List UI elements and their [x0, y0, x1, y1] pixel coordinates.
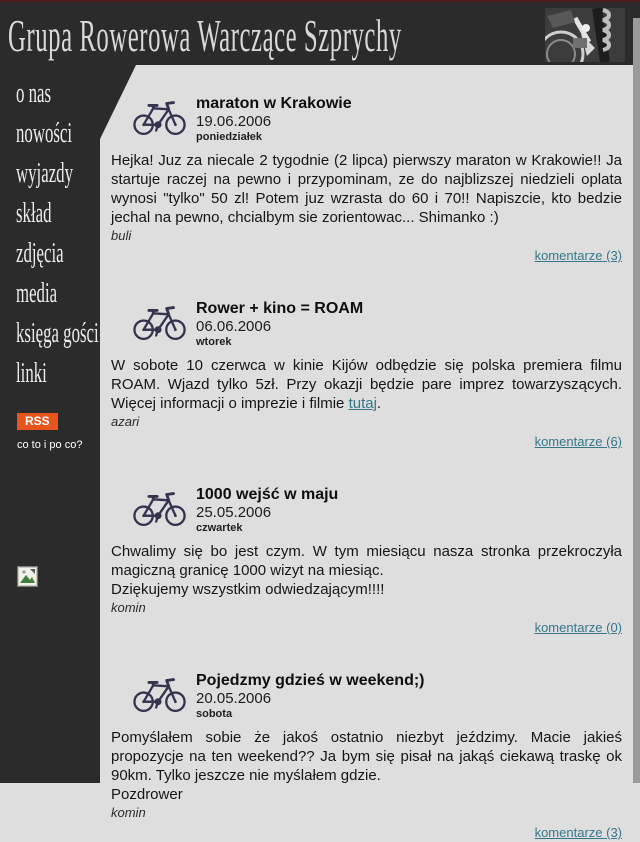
- sidebar-nav: [0, 65, 100, 393]
- post-body: Chwalimy się bo jest czym. W tym miesiącu nasza stronka przekroczyła magiczną granicę 1000 wizyt na miesiąc. Dziękujemy wszystkim odwiedzającym!!!!: [111, 543, 622, 598]
- post-header: [133, 486, 622, 535]
- sidebar-item-sklad[interactable]: skład: [16, 197, 52, 229]
- post-header: [133, 300, 622, 349]
- post-title: maraton w Krakowie: [196, 95, 352, 112]
- news-post: [111, 300, 622, 451]
- inline-link-tutaj[interactable]: tutaj: [348, 395, 377, 412]
- comments-link[interactable]: komentarze (3): [534, 825, 622, 840]
- sidebar-item-o-nas[interactable]: o nas: [16, 77, 52, 109]
- post-day: sobota: [196, 708, 233, 720]
- rss-caption-link[interactable]: co to i po co?: [17, 439, 83, 451]
- post-date: 19.06.2006: [196, 113, 272, 130]
- post-date: 20.05.2006: [196, 690, 272, 707]
- sidebar-item-zdjecia[interactable]: zdjęcia: [16, 237, 64, 269]
- news-list: [100, 65, 633, 840]
- post-header: [133, 672, 622, 721]
- comments-link[interactable]: komentarze (3): [534, 248, 622, 263]
- news-post: [111, 486, 622, 637]
- broken-image-icon: [17, 566, 38, 587]
- post-date: 06.06.2006: [196, 318, 272, 335]
- post-header: [133, 95, 622, 144]
- site-title: Grupa Rowerowa Warczące Szprychy: [8, 11, 402, 61]
- post-title: Pojedzmy gdzieś w weekend;): [196, 672, 425, 689]
- post-author: komin: [111, 805, 146, 820]
- post-author: azari: [111, 414, 140, 429]
- post-day: wtorek: [196, 336, 232, 348]
- sidebar-item-nowosci[interactable]: nowości: [16, 117, 73, 149]
- sidebar-item-media[interactable]: media: [16, 277, 58, 309]
- post-title: Rower + kino = ROAM: [196, 300, 364, 317]
- header-bicycle-photo: [545, 8, 625, 62]
- post-body: Hejka! Juz za niecale 2 tygodnie (2 lipca) pierwszy maraton w Krakowie!! Ja startuje raczej na pewno i przypominam, ze do najblizszej niedzieli oplata wynosi "tylko" 50 zl! Potem juz wzrasta do 60 i 70!! Napiszcie, kto bedzie jechal na pewno, chcialbym sie zorientowac... Shimanko :): [111, 152, 622, 226]
- post-title: 1000 wejść w maju: [196, 486, 339, 503]
- post-body: W sobote 10 czerwca w kinie Kijów odbędzie się polska premiera filmu ROAM. Wjazd tylko 5zł. Przy okazji będzie pare imprez towarzyszących. Więcej informacji o imprezie i filmie tutaj.: [111, 357, 622, 412]
- bicycle-icon: [133, 674, 187, 714]
- top-accent-line: [0, 0, 640, 2]
- news-post: [111, 95, 622, 265]
- site-header: [0, 0, 640, 65]
- sidebar: [0, 65, 100, 783]
- bicycle-icon: [133, 488, 187, 528]
- rss-button[interactable]: RSS: [17, 413, 58, 430]
- post-day: poniedziałek: [196, 131, 263, 143]
- right-edge-strip: [633, 18, 640, 783]
- sidebar-item-linki[interactable]: linki: [16, 357, 47, 389]
- sidebar-item-wyjazdy[interactable]: wyjazdy: [16, 157, 73, 189]
- news-post: [111, 672, 622, 842]
- sidebar-item-ksiega-gosci[interactable]: księga gości: [16, 317, 99, 349]
- comments-link[interactable]: komentarze (6): [534, 434, 622, 449]
- post-body: Pomyślałem sobie że jakoś ostatnio niezbyt jeździmy. Macie jakieś propozycje na ten weekend?? Ja bym się pisał na jakąś ciekawą traskę ok 90km. Tylko jeszcze nie myślałem gdzie. Pozdrower: [111, 729, 622, 803]
- comments-link[interactable]: komentarze (0): [534, 620, 622, 635]
- post-date: 25.05.2006: [196, 504, 272, 521]
- bicycle-icon: [133, 97, 187, 137]
- bicycle-icon: [133, 302, 187, 342]
- post-author: buli: [111, 228, 132, 243]
- rss-block: [17, 412, 82, 451]
- post-day: czwartek: [196, 522, 243, 534]
- post-author: komin: [111, 600, 146, 615]
